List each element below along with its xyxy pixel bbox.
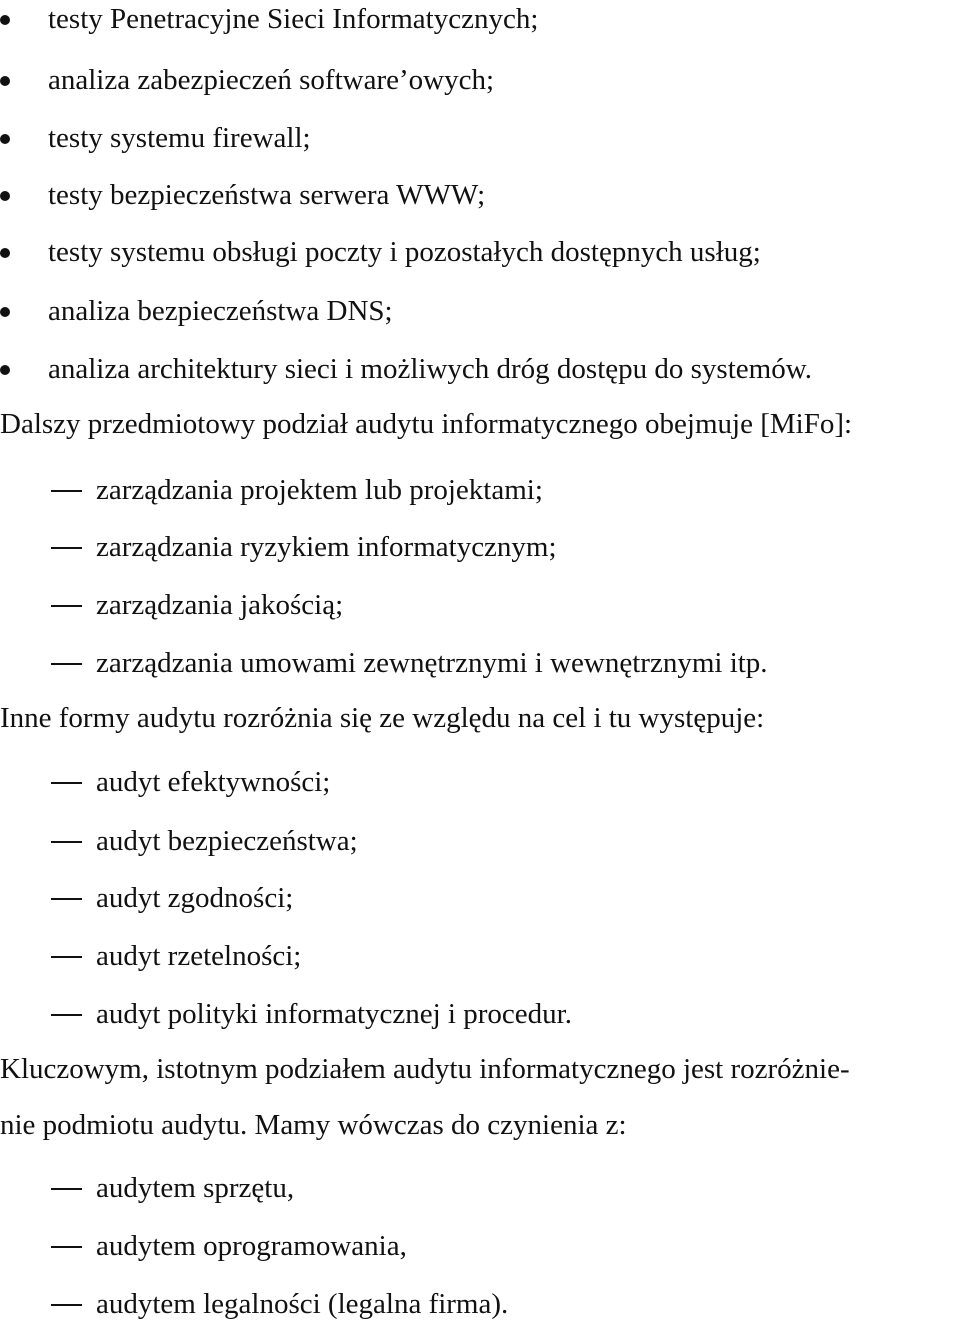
dash-list-item-text: zarządzania ryzykiem informatycznym; <box>96 531 557 563</box>
paragraph-audit-forms: Inne formy audytu rozróżnia się ze względu na cel i tu występuje: <box>0 702 765 734</box>
dash-list-item-text: zarządzania projektem lub projektami; <box>96 474 543 506</box>
bullet-item-text: testy bezpieczeństwa serwera WWW; <box>48 179 486 211</box>
bullet-marker <box>0 76 10 86</box>
dash-marker <box>51 841 82 843</box>
dash-list-item-text: audyt efektywności; <box>96 766 331 798</box>
paragraph-key-division-line1: Kluczowym, istotnym podziałem audytu informatycznego jest rozróżnie- <box>0 1053 850 1085</box>
bullet-item-text: analiza zabezpieczeń software’owych; <box>48 64 495 96</box>
dash-marker <box>51 956 82 958</box>
dash-marker <box>51 898 82 900</box>
dash-list-item-text: audyt polityki informatycznej i procedur. <box>96 998 572 1030</box>
dash-list-item-text: audyt zgodności; <box>96 882 294 914</box>
bullet-marker <box>0 307 10 317</box>
dash-marker <box>51 1014 82 1016</box>
dash-list-item-text: audytem oprogramowania, <box>96 1230 407 1262</box>
dash-marker <box>51 605 82 607</box>
bullet-item-text: testy systemu firewall; <box>48 122 311 154</box>
dash-marker <box>51 1188 82 1190</box>
dash-marker <box>51 547 82 549</box>
dash-list-item-text: zarządzania umowami zewnętrznymi i wewnętrznymi itp. <box>96 647 768 679</box>
bullet-item-text: analiza architektury sieci i możliwych dróg dostępu do systemów. <box>48 353 812 385</box>
paragraph-subject-division: Dalszy przedmiotowy podział audytu informatycznego obejmuje [MiFo]: <box>0 408 853 440</box>
dash-marker <box>51 490 82 492</box>
dash-marker <box>51 782 82 784</box>
bullet-item-text: testy systemu obsługi poczty i pozostałych dostępnych usług; <box>48 236 761 268</box>
dash-marker <box>51 1304 82 1306</box>
dash-marker <box>51 663 82 665</box>
bullet-marker <box>0 248 10 258</box>
bullet-marker <box>0 365 10 375</box>
bullet-marker <box>0 191 10 201</box>
bullet-item-text: testy Penetracyjne Sieci Informatycznych; <box>48 3 539 35</box>
bullet-marker <box>0 15 10 25</box>
bullet-item-text: analiza bezpieczeństwa DNS; <box>48 295 393 327</box>
dash-list-item-text: zarządzania jakością; <box>96 589 344 621</box>
dash-list-item-text: audytem sprzętu, <box>96 1172 295 1204</box>
paragraph-key-division-line2: nie podmiotu audytu. Mamy wówczas do czynienia z: <box>0 1109 627 1141</box>
bullet-marker <box>0 134 10 144</box>
dash-list-item-text: audyt bezpieczeństwa; <box>96 825 358 857</box>
dash-list-item-text: audyt rzetelności; <box>96 940 302 972</box>
dash-list-item-text: audytem legalności (legalna firma). <box>96 1288 509 1320</box>
dash-marker <box>51 1246 82 1248</box>
